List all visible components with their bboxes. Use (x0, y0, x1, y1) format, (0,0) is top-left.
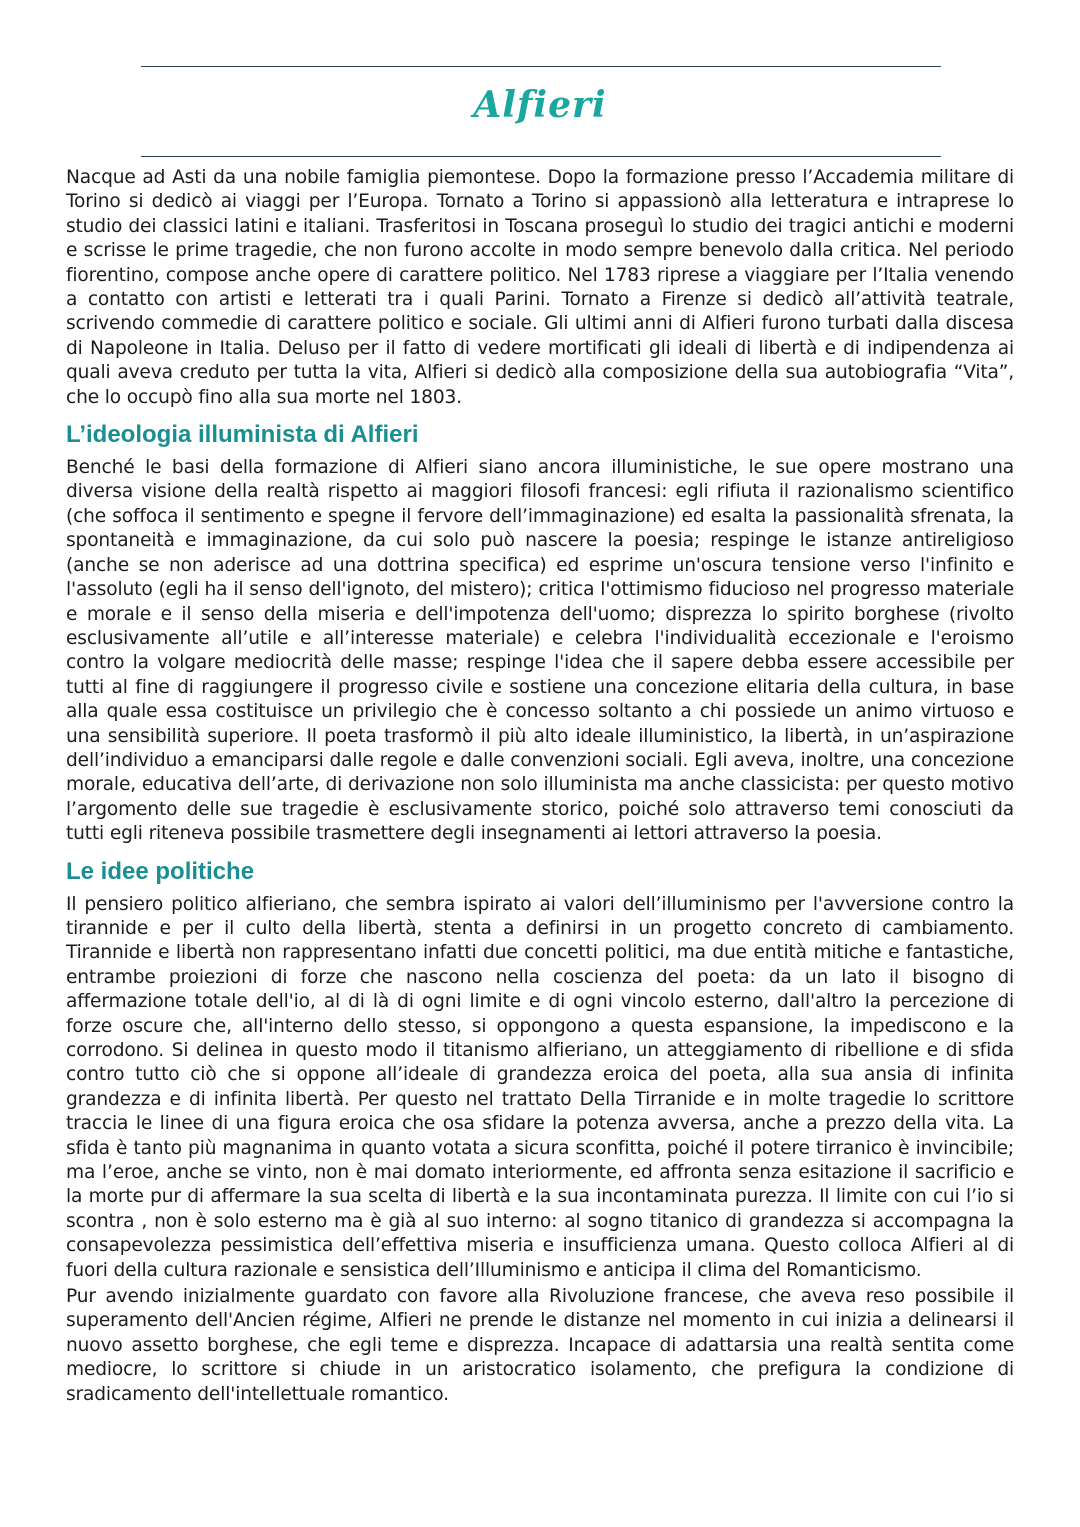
idee-politiche-paragraph-2: Pur avendo inizialmente guardato con favore alla Rivoluzione francese, che aveva reso possibile il superamento dell'Ancien régime, Alfieri ne prende le distanze nel momento in cui inizia a delinearsi il nuovo assetto borghese, che egli teme e disprezza. Incapace di adattarsia una realtà sentita come mediocre, lo scrittore si chiude in un aristocratico isolamento, che prefigura la condizione di sradicamento dell'intellettuale romantico. (66, 1286, 1014, 1405)
intro-paragraph: Nacque ad Asti da una nobile famiglia piemontese. Dopo la formazione presso l’Accademia militare di Torino si dedicò ai viaggi per l’Europa. Tornato a Torino si appassionò alla letteratura e intraprese lo studio dei classici latini e italiani. Trasferitosi in Toscana proseguì lo studio dei tragici antichi e moderni e scrisse le prime tragedie, che non furono accolte in modo sempre benevolo dalla critica. Nel periodo fiorentino, compose anche opere di carattere politico. Nel 1783 riprese a viaggiare per l’Italia venendo a contatto con artisti e letterati tra i quali Parini. Tornato a Firenze si dedicò all’attività teatrale, scrivendo commedie di carattere politico e sociale. Gli ultimi anni di Alfieri furono turbati dalla discesa di Napoleone in Italia. Deluso per il fatto di vedere mortificati gli ideali di libertà e di indipendenza ai quali aveva creduto per tutta la vita, Alfieri si dedicò alla composizione della sua autobiografia “Vita”, che lo occupò fino alla sua morte nel 1803. (66, 167, 1014, 408)
title-rule-top (141, 66, 941, 67)
idee-politiche-paragraph-1: Il pensiero politico alfieriano, che sembra ispirato ai valori dell’illuminismo per l'avversione contro la tirannide e per il culto della libertà, stenta a definirsi in un progetto concreto di cambiamento. Tirannide e libertà non rappresentano infatti due concetti politici, ma due entità mitiche e fantastiche, entrambe proiezioni di forze che nascono nella coscienza del poeta: da un lato il bisogno di affermazione totale dell'io, al di là di ogni limite e di ogni vincolo esterno, dall'altro la percezione di forze oscure che, all'interno dello stesso, si oppongono a questa espansione, la impediscono e la corrodono. Si delinea in questo modo il titanismo alfieriano, un atteggiamento di ribellione e di sfida contro tutto ciò che si oppone all’ideale di grandezza eroica del poeta, alla sua ansia di infinita grandezza e di infinita libertà. Per questo nel trattato Della Tirranide e in molte tragedie lo scrittore traccia le linee di una figura eroica che osa sfidare la potenza avversa, anche a prezzo della vita. La sfida è tanto più magnanima in quanto votata a sicura sconfitta, poiché il potere tirranico è invincibile; ma l’eroe, anche se vinto, non è mai domato interiormente, ed affronta senza esitazione il sacrificio e la morte pur di affermare la sua scelta di libertà e la sua incontaminata purezza. Il limite con cui l’io si scontra , non è solo esterno ma è già al suo interno: al sogno titanico di grandezza si accompagna la consapevolezza pessimistica dell’effettiva miseria e insufficienza umana. Questo colloca Alfieri al di fuori della cultura razionale e sensistica dell’Illuminismo e anticipa il clima del Romanticismo. (66, 893, 1014, 1281)
section-heading-ideologia: L’ideologia illuminista di Alfieri (66, 421, 419, 449)
document-body (66, 166, 1014, 1407)
page-title: Alfieri (473, 84, 607, 126)
title-rule-bottom (141, 156, 941, 157)
ideologia-paragraph: Benché le basi della formazione di Alfieri siano ancora illuministiche, le sue opere mostrano una diversa visione della realtà rispetto ai maggiori filosofi francesi: egli rifiuta il razionalismo scientifico (che soffoca il sentimento e spegne il fervore dell’immaginazione) ed esalta la passionalità sfrenata, la spontaneità e immaginazione, da cui solo può nascere la poesia; respinge le istanze antireligioso (anche se non aderisce ad una dottrina specifica) ed esprime un'oscura tensione verso l'infinito e l'assoluto (egli ha il senso dell'ignoto, del mistero); critica l'ottimismo fiducioso nel progresso materiale e morale e il senso della miseria e dell'impotenza dell'uomo; disprezza lo spirito borghese (rivolto esclusivamente all’utile e all’interesse materiale) e celebra l'individualità eccezionale e l'eroismo contro la volgare mediocrità delle masse; respinge l'idea che il sapere debba essere accessibile per tutti al fine di raggiungere il progresso civile e sostiene una concezione elitaria della cultura, in base alla quale essa costituisce un privilegio che è concesso soltanto a chi possiede un animo virtuoso e una sensibilità superiore. Il poeta trasformò il più alto ideale illuministico, la libertà, in un’aspirazione dell’individuo a emanciparsi dalle regole e dalle convenzioni sociali. Egli aveva, inoltre, una concezione morale, educativa dell’arte, di derivazione non solo illuminista ma anche classicista: per questo motivo l’argomento delle sue tragedie è esclusivamente storico, poiché solo attraverso temi conosciuti da tutti egli riteneva possibile trasmettere degli insegnamenti ai lettori attraverso la poesia. (66, 457, 1014, 845)
section-heading-idee-politiche: Le idee politiche (66, 857, 255, 885)
